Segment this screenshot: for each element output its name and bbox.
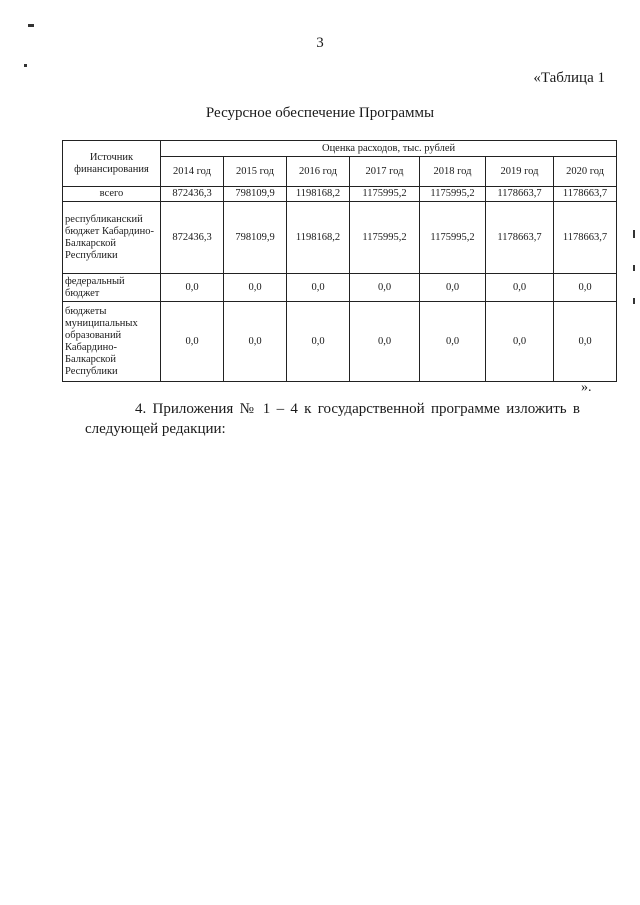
row-source: бюджеты муниципальных образований Кабардино-Балкарской Республики bbox=[63, 302, 161, 382]
cell-value: 1178663,7 bbox=[554, 187, 617, 202]
row-source: всего bbox=[63, 187, 161, 202]
year-header: 2014 год bbox=[161, 157, 224, 187]
cell-value: 0,0 bbox=[224, 274, 287, 302]
cell-value: 1178663,7 bbox=[486, 187, 554, 202]
cell-value: 0,0 bbox=[420, 274, 486, 302]
cell-value: 1178663,7 bbox=[554, 202, 617, 274]
cell-value: 0,0 bbox=[554, 302, 617, 382]
scan-speck bbox=[24, 64, 27, 67]
scan-speck bbox=[28, 24, 34, 27]
year-header: 2020 год bbox=[554, 157, 617, 187]
cell-value: 0,0 bbox=[554, 274, 617, 302]
table-row bbox=[63, 302, 617, 382]
cell-value: 0,0 bbox=[350, 302, 420, 382]
paragraph-line: 4. Приложения № 1 – 4 к государственной программе изложить в bbox=[135, 401, 580, 417]
amendment-paragraph bbox=[85, 399, 580, 439]
paragraph-line: следующей редакции: bbox=[85, 421, 226, 437]
cell-value: 1198168,2 bbox=[287, 187, 350, 202]
year-header: 2019 год bbox=[486, 157, 554, 187]
estimate-header: Оценка расходов, тыс. рублей bbox=[161, 141, 617, 157]
scan-speck bbox=[633, 265, 635, 271]
cell-value: 1175995,2 bbox=[420, 202, 486, 274]
cell-value: 0,0 bbox=[350, 274, 420, 302]
header-row bbox=[63, 141, 617, 157]
resource-table bbox=[62, 140, 617, 382]
year-header: 2016 год bbox=[287, 157, 350, 187]
cell-value: 0,0 bbox=[486, 302, 554, 382]
year-header: 2018 год bbox=[420, 157, 486, 187]
cell-value: 1178663,7 bbox=[486, 202, 554, 274]
cell-value: 0,0 bbox=[420, 302, 486, 382]
table-row bbox=[63, 274, 617, 302]
page-number: 3 bbox=[316, 35, 324, 51]
source-header: Источник финансирования bbox=[63, 141, 161, 187]
cell-value: 0,0 bbox=[161, 274, 224, 302]
cell-value: 1175995,2 bbox=[420, 187, 486, 202]
scan-speck bbox=[633, 230, 635, 238]
year-header: 2017 год bbox=[350, 157, 420, 187]
cell-value: 798109,9 bbox=[224, 202, 287, 274]
row-source: федеральный бюджет bbox=[63, 274, 161, 302]
table-tag: «Таблица 1 bbox=[533, 70, 605, 86]
cell-value: 0,0 bbox=[486, 274, 554, 302]
cell-value: 872436,3 bbox=[161, 187, 224, 202]
cell-value: 1198168,2 bbox=[287, 202, 350, 274]
cell-value: 872436,3 bbox=[161, 202, 224, 274]
table-row bbox=[63, 187, 617, 202]
cell-value: 0,0 bbox=[161, 302, 224, 382]
cell-value: 798109,9 bbox=[224, 187, 287, 202]
year-header: 2015 год bbox=[224, 157, 287, 187]
cell-value: 0,0 bbox=[287, 274, 350, 302]
cell-value: 1175995,2 bbox=[350, 187, 420, 202]
cell-value: 1175995,2 bbox=[350, 202, 420, 274]
cell-value: 0,0 bbox=[287, 302, 350, 382]
table-row bbox=[63, 202, 617, 274]
scan-speck bbox=[633, 298, 635, 304]
cell-value: 0,0 bbox=[224, 302, 287, 382]
closing-quote: ». bbox=[581, 380, 592, 395]
table-title: Ресурсное обеспечение Программы bbox=[205, 105, 435, 121]
row-source: республиканский бюджет Кабардино-Балкарской Республики bbox=[63, 202, 161, 274]
